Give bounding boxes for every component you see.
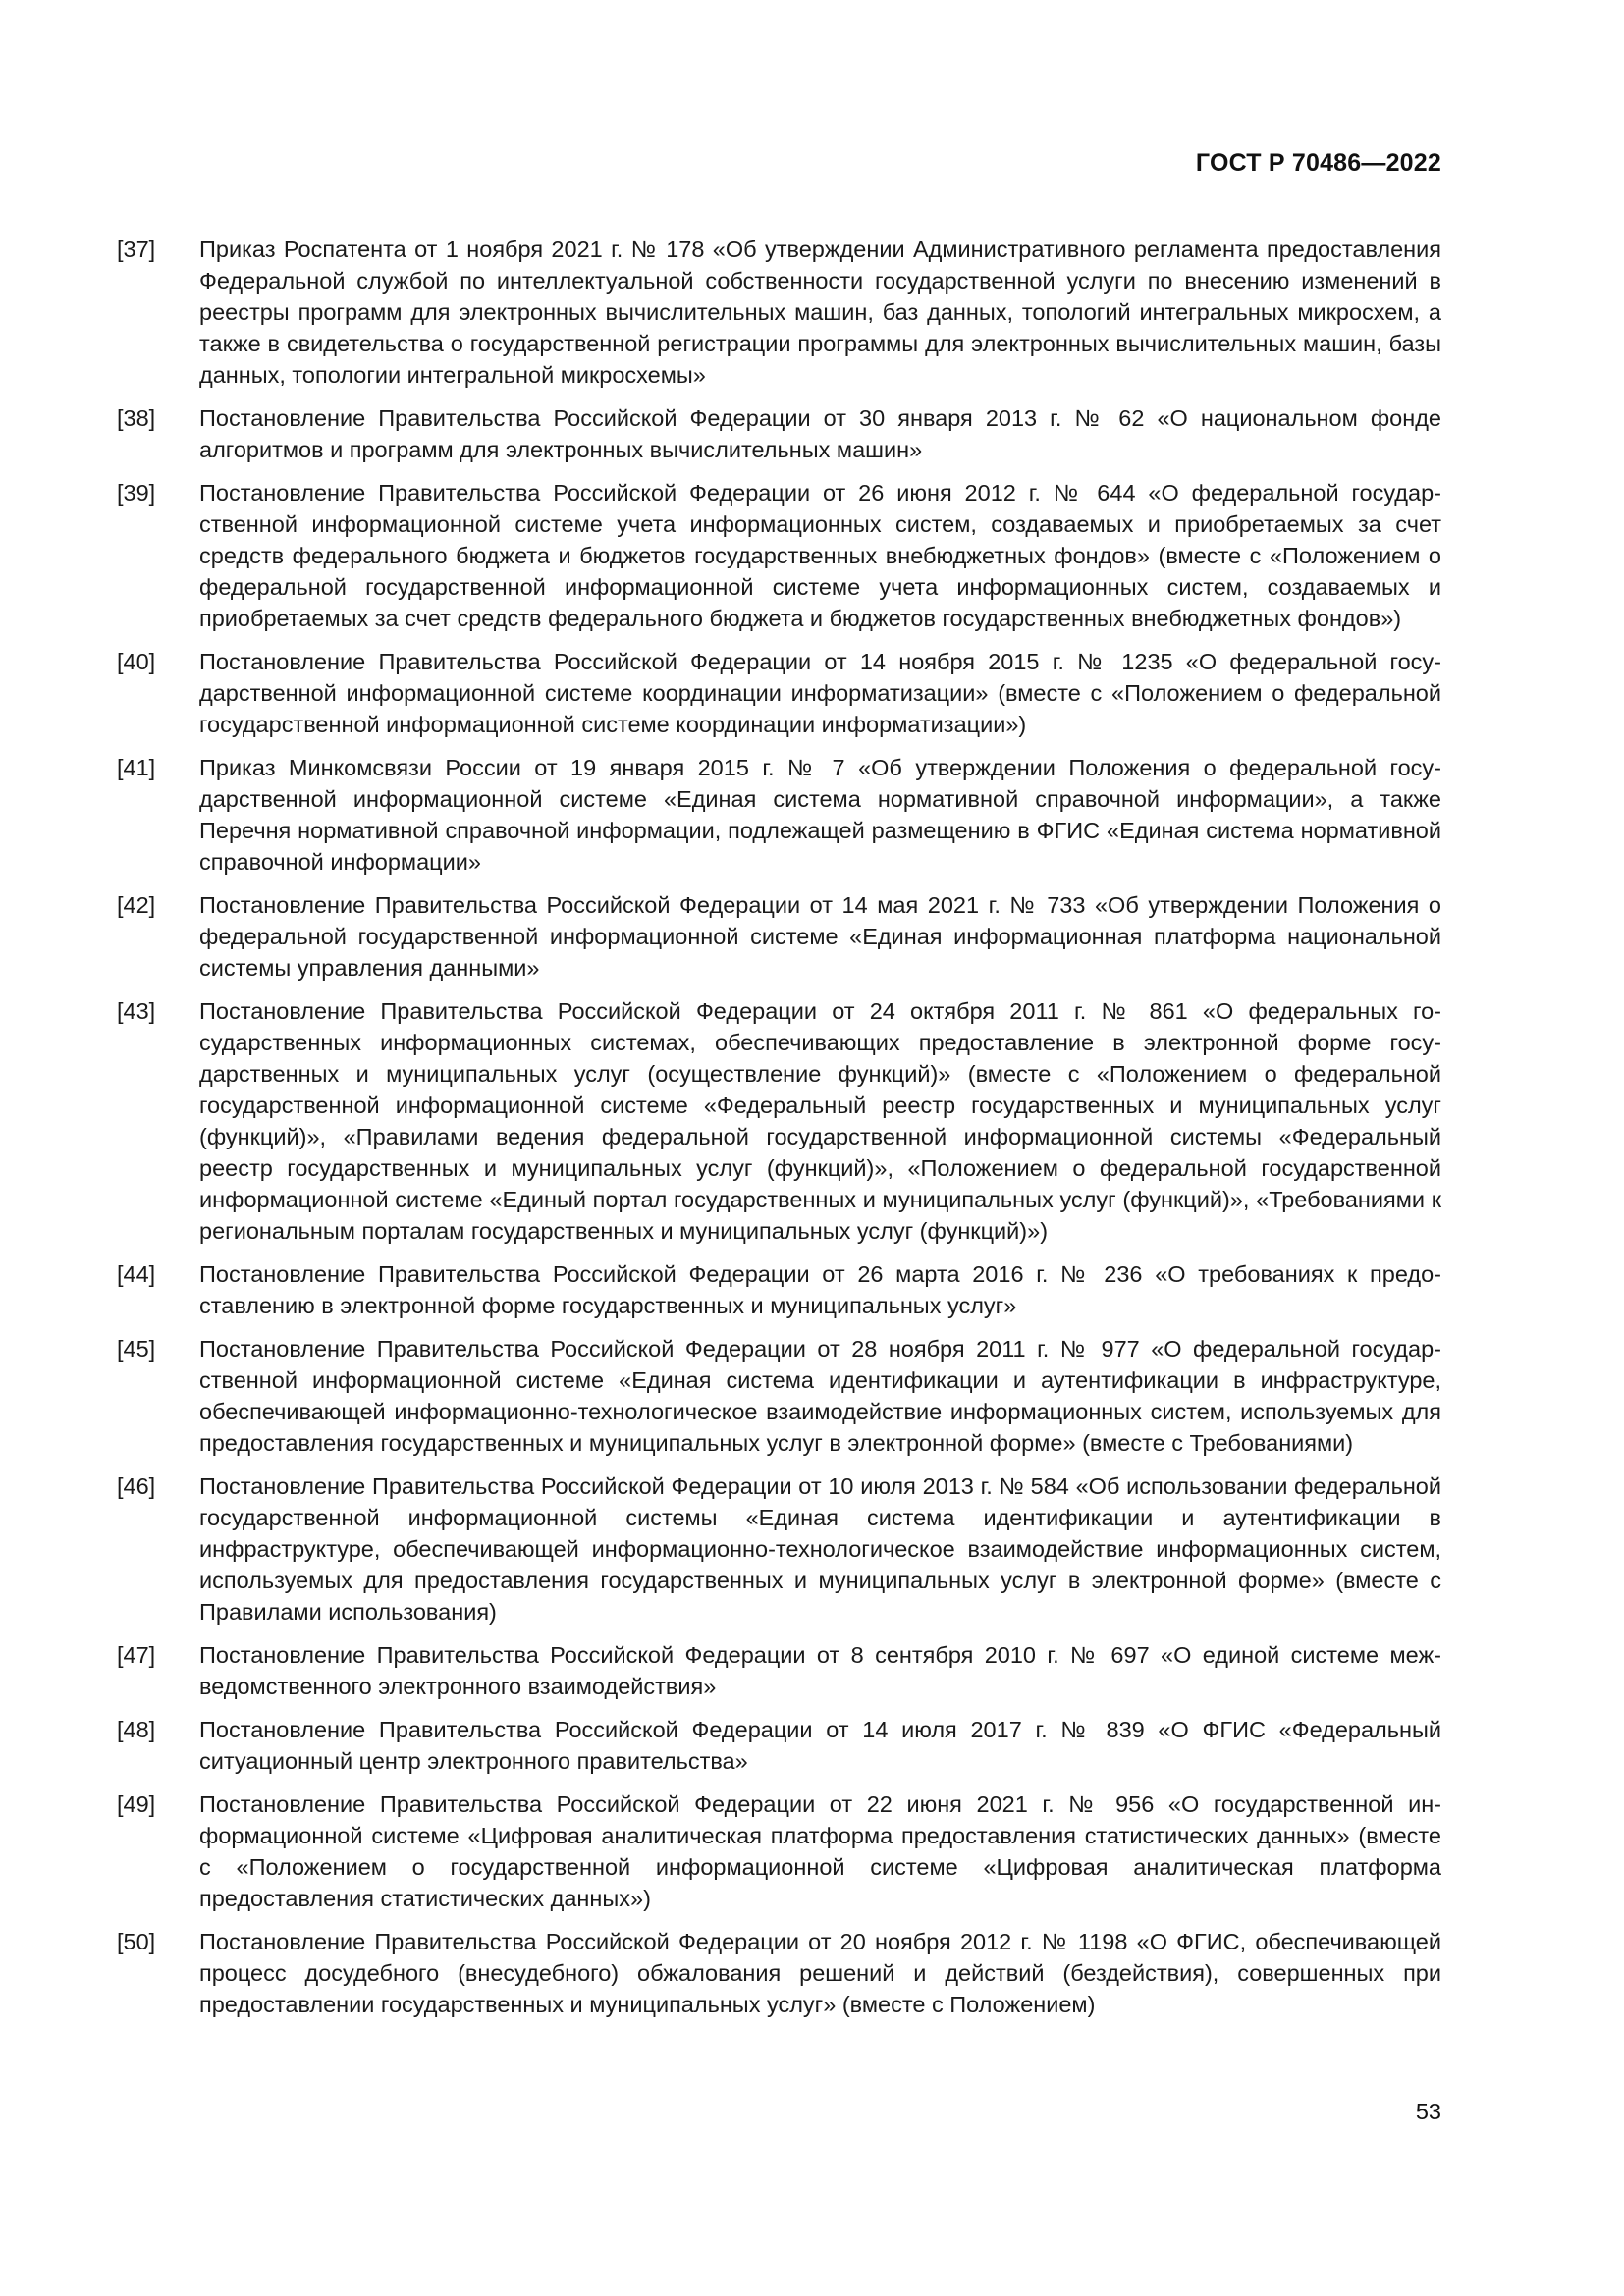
reference-item-39 — [117, 477, 1441, 634]
reference-text: Приказ Роспатента от 1 ноября 2021 г. № 178 «Об утверждении Административного регламента предоставления Федеральной службой по интеллектуальной собственности государственной услуги по внесению изменений в реестры программ для электронных вычислительных машин, баз данных, топологий интегральных микросхем, а также в свидетельства о государственной регистрации программы для электронных вычислительных машин, базы данных, топологии интегральной микросхемы» — [199, 237, 1441, 388]
reference-text: Приказ Минкомсвязи России от 19 января 2015 г. № 7 «Об утверждении Положения о федеральной государственной информационной системе «Единая система нормативной справочной информации», а также Перечня нормативной справочной информации, подлежащей размещению в ФГИС «Единая система нормативной справочной информации» — [199, 755, 1441, 875]
reference-text: Постановление Правительства Российской Федерации от 22 июня 2021 г. № 956 «О государственной информационной системе «Цифровая аналитическая платформа предоставления статистических данных» (вместе с «Положением о государственной информационной системе «Цифровая аналитическая платформа предоставления статистических данных») — [199, 1791, 1441, 1911]
reference-item-44 — [117, 1258, 1441, 1321]
reference-item-43 — [117, 995, 1441, 1247]
bibliography-list — [117, 234, 1441, 2032]
reference-item-42 — [117, 889, 1441, 984]
reference-number: [50] — [117, 1929, 156, 1954]
reference-number: [43] — [117, 998, 156, 1024]
reference-number: [49] — [117, 1791, 156, 1817]
page-number: 53 — [1415, 2099, 1441, 2124]
reference-text: Постановление Правительства Российской Федерации от 20 ноября 2012 г. № 1198 «О ФГИС, обеспечивающей процесс досудебного (внесудебного) обжалования решений и действий (бездействия), совершенных при предоставлении государственных и муниципальных услуг» (вместе с Положением) — [199, 1929, 1441, 2017]
reference-text: Постановление Правительства Российской Федерации от 14 ноября 2015 г. № 1235 «О федеральной государственной информационной системе координации информатизации» (вместе с «Положением о федеральной государственной информационной системе координации информатизации») — [199, 649, 1441, 737]
reference-number: [40] — [117, 649, 156, 674]
reference-number: [38] — [117, 405, 156, 431]
reference-item-38 — [117, 402, 1441, 465]
reference-number: [47] — [117, 1642, 156, 1668]
reference-item-40 — [117, 646, 1441, 740]
reference-number: [39] — [117, 480, 156, 506]
reference-text: Постановление Правительства Российской Федерации от 14 мая 2021 г. № 733 «Об утверждении Положения о федеральной государственной информационной системе «Единая информационная платформа национальной системы управления данными» — [199, 892, 1441, 981]
reference-text: Постановление Правительства Российской Федерации от 8 сентября 2010 г. № 697 «О единой системе межведомственного электронного взаимодействия» — [199, 1642, 1441, 1699]
reference-number: [37] — [117, 237, 156, 262]
reference-number: [44] — [117, 1261, 156, 1287]
reference-item-37 — [117, 234, 1441, 391]
reference-text: Постановление Правительства Российской Федерации от 26 марта 2016 г. № 236 «О требованиях к предоставлению в электронной форме государственных и муниципальных услуг» — [199, 1261, 1441, 1318]
reference-item-49 — [117, 1789, 1441, 1914]
reference-text: Постановление Правительства Российской Федерации от 14 июля 2017 г. № 839 «О ФГИС «Федеральный ситуационный центр электронного правительства» — [199, 1717, 1441, 1774]
reference-number: [46] — [117, 1473, 156, 1499]
document-code-header: ГОСТ Р 70486—2022 — [1195, 149, 1441, 177]
reference-text: Постановление Правительства Российской Федерации от 28 ноября 2011 г. № 977 «О федеральной государственной информационной системе «Единая система идентификации и аутентификации в инфраструктуре, обеспечивающей информационно-технологическое взаимодействие информационных систем, используемых для предоставления государственных и муниципальных услуг в электронной форме» (вместе с Требованиями) — [199, 1336, 1441, 1456]
reference-number: [45] — [117, 1336, 156, 1362]
reference-item-48 — [117, 1714, 1441, 1777]
reference-number: [42] — [117, 892, 156, 918]
reference-text: Постановление Правительства Российской Федерации от 24 октября 2011 г. № 861 «О федеральных государственных информационных системах, обеспечивающих предоставление в электронной форме государственных и муниципальных услуг (осуществление функций)» (вместе с «Положением о федеральной государственной информационной системе «Федеральный реестр государственных и муниципальных услуг (функций)», «Правилами ведения федеральной государственной информационной системы «Федеральный реестр государственных и муниципальных услуг (функций)», «Положением о федеральной государственной информационной системе «Единый портал государственных и муниципальных услуг (функций)», «Требованиями к региональным порталам государственных и муниципальных услуг (функций)») — [199, 998, 1441, 1244]
reference-text: Постановление Правительства Российской Федерации от 26 июня 2012 г. № 644 «О федеральной государственной информационной системе учета информационных систем, создаваемых и приобретаемых за счет средств федерального бюджета и бюджетов государственных внебюджетных фондов» (вместе с «Положением о федеральной государственной информационной системе учета информационных систем, создаваемых и приобретаемых за счет средств федерального бюджета и бюджетов государственных внебюджетных фондов») — [199, 480, 1441, 631]
reference-item-50 — [117, 1926, 1441, 2020]
reference-item-41 — [117, 752, 1441, 878]
reference-number: [48] — [117, 1717, 156, 1742]
reference-text: Постановление Правительства Российской Федерации от 30 января 2013 г. № 62 «О национальном фонде алгоритмов и программ для электронных вычислительных машин» — [199, 405, 1441, 462]
reference-item-45 — [117, 1333, 1441, 1459]
reference-item-47 — [117, 1639, 1441, 1702]
reference-number: [41] — [117, 755, 156, 780]
reference-item-46 — [117, 1470, 1441, 1628]
reference-text: Постановление Правительства Российской Федерации от 10 июля 2013 г. № 584 «Об использовании федеральной государственной информационной системы «Единая система идентификации и аутентификации в инфраструктуре, обеспечивающей информационно-технологическое взаимодействие информационных систем, используемых для предоставления государственных и муниципальных услуг в электронной форме» (вместе с Правилами использования) — [199, 1473, 1441, 1625]
